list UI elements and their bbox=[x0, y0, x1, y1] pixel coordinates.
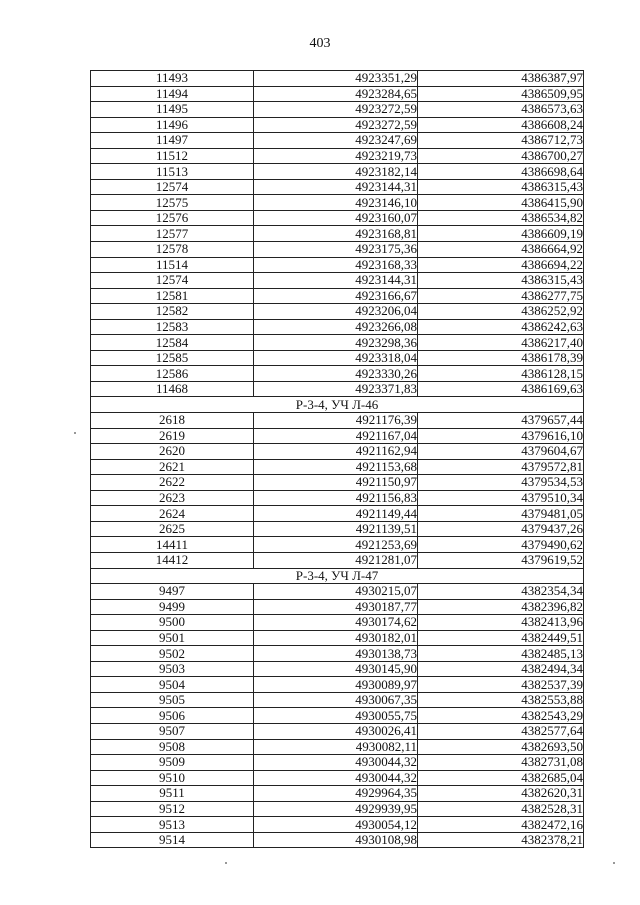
table-row bbox=[91, 817, 584, 833]
x-coordinate-cell: 4923266,08 bbox=[254, 319, 418, 335]
point-number-cell: 12582 bbox=[91, 304, 254, 320]
table-row bbox=[91, 288, 584, 304]
x-coordinate-cell: 4923272,59 bbox=[254, 117, 418, 133]
x-coordinate-cell: 4923284,65 bbox=[254, 86, 418, 102]
x-coordinate-cell: 4930174,62 bbox=[254, 615, 418, 631]
table-row bbox=[91, 755, 584, 771]
point-number-cell: 11493 bbox=[91, 71, 254, 87]
x-coordinate-cell: 4923146,10 bbox=[254, 195, 418, 211]
point-number-cell: 9503 bbox=[91, 661, 254, 677]
x-coordinate-cell: 4930054,12 bbox=[254, 817, 418, 833]
y-coordinate-cell: 4386534,82 bbox=[418, 210, 584, 226]
coordinates-table bbox=[90, 70, 584, 848]
y-coordinate-cell: 4379657,44 bbox=[418, 413, 584, 429]
x-coordinate-cell: 4930082,11 bbox=[254, 739, 418, 755]
table-row bbox=[91, 521, 584, 537]
table-row bbox=[91, 552, 584, 568]
y-coordinate-cell: 4386217,40 bbox=[418, 335, 584, 351]
scan-speck bbox=[74, 432, 76, 434]
y-coordinate-cell: 4382620,31 bbox=[418, 786, 584, 802]
y-coordinate-cell: 4379619,52 bbox=[418, 552, 584, 568]
y-coordinate-cell: 4382485,13 bbox=[418, 646, 584, 662]
x-coordinate-cell: 4923182,14 bbox=[254, 164, 418, 180]
point-number-cell: 2624 bbox=[91, 506, 254, 522]
table-row bbox=[91, 599, 584, 615]
point-number-cell: 11468 bbox=[91, 381, 254, 397]
point-number-cell: 2620 bbox=[91, 444, 254, 460]
y-coordinate-cell: 4382537,39 bbox=[418, 677, 584, 693]
point-number-cell: 11513 bbox=[91, 164, 254, 180]
point-number-cell: 12576 bbox=[91, 210, 254, 226]
point-number-cell: 11494 bbox=[91, 86, 254, 102]
x-coordinate-cell: 4923160,07 bbox=[254, 210, 418, 226]
table-row bbox=[91, 148, 584, 164]
x-coordinate-cell: 4923168,33 bbox=[254, 257, 418, 273]
x-coordinate-cell: 4930044,32 bbox=[254, 770, 418, 786]
point-number-cell: 12574 bbox=[91, 273, 254, 289]
y-coordinate-cell: 4379534,53 bbox=[418, 475, 584, 491]
y-coordinate-cell: 4379490,62 bbox=[418, 537, 584, 553]
x-coordinate-cell: 4923219,73 bbox=[254, 148, 418, 164]
x-coordinate-cell: 4929964,35 bbox=[254, 786, 418, 802]
section-heading: Р-3-4, УЧ Л-47 bbox=[91, 568, 584, 584]
y-coordinate-cell: 4386609,19 bbox=[418, 226, 584, 242]
point-number-cell: 9513 bbox=[91, 817, 254, 833]
x-coordinate-cell: 4923166,67 bbox=[254, 288, 418, 304]
y-coordinate-cell: 4382528,31 bbox=[418, 801, 584, 817]
x-coordinate-cell: 4930067,35 bbox=[254, 692, 418, 708]
table-row bbox=[91, 646, 584, 662]
point-number-cell: 9512 bbox=[91, 801, 254, 817]
y-coordinate-cell: 4386509,95 bbox=[418, 86, 584, 102]
point-number-cell: 11514 bbox=[91, 257, 254, 273]
x-coordinate-cell: 4921281,07 bbox=[254, 552, 418, 568]
table-row bbox=[91, 801, 584, 817]
table-row bbox=[91, 86, 584, 102]
x-coordinate-cell: 4923175,36 bbox=[254, 242, 418, 258]
y-coordinate-cell: 4386694,22 bbox=[418, 257, 584, 273]
y-coordinate-cell: 4382553,88 bbox=[418, 692, 584, 708]
point-number-cell: 9500 bbox=[91, 615, 254, 631]
x-coordinate-cell: 4930089,97 bbox=[254, 677, 418, 693]
y-coordinate-cell: 4382472,16 bbox=[418, 817, 584, 833]
x-coordinate-cell: 4930182,01 bbox=[254, 630, 418, 646]
point-number-cell: 12574 bbox=[91, 179, 254, 195]
x-coordinate-cell: 4921156,83 bbox=[254, 490, 418, 506]
point-number-cell: 2622 bbox=[91, 475, 254, 491]
x-coordinate-cell: 4921153,68 bbox=[254, 459, 418, 475]
y-coordinate-cell: 4382577,64 bbox=[418, 723, 584, 739]
table-row bbox=[91, 381, 584, 397]
table-row bbox=[91, 273, 584, 289]
x-coordinate-cell: 4921162,94 bbox=[254, 444, 418, 460]
y-coordinate-cell: 4386277,75 bbox=[418, 288, 584, 304]
point-number-cell: 9507 bbox=[91, 723, 254, 739]
table-row bbox=[91, 739, 584, 755]
table-row bbox=[91, 444, 584, 460]
section-heading-row bbox=[91, 397, 584, 413]
x-coordinate-cell: 4923351,29 bbox=[254, 71, 418, 87]
x-coordinate-cell: 4923318,04 bbox=[254, 350, 418, 366]
table-row bbox=[91, 506, 584, 522]
y-coordinate-cell: 4379510,34 bbox=[418, 490, 584, 506]
point-number-cell: 2618 bbox=[91, 413, 254, 429]
y-coordinate-cell: 4386415,90 bbox=[418, 195, 584, 211]
x-coordinate-cell: 4930138,73 bbox=[254, 646, 418, 662]
y-coordinate-cell: 4386128,15 bbox=[418, 366, 584, 382]
x-coordinate-cell: 4929939,95 bbox=[254, 801, 418, 817]
x-coordinate-cell: 4923298,36 bbox=[254, 335, 418, 351]
y-coordinate-cell: 4382494,34 bbox=[418, 661, 584, 677]
y-coordinate-cell: 4386387,97 bbox=[418, 71, 584, 87]
y-coordinate-cell: 4382396,82 bbox=[418, 599, 584, 615]
point-number-cell: 14412 bbox=[91, 552, 254, 568]
table-row bbox=[91, 459, 584, 475]
table-row bbox=[91, 615, 584, 631]
x-coordinate-cell: 4930187,77 bbox=[254, 599, 418, 615]
point-number-cell: 9508 bbox=[91, 739, 254, 755]
table-row bbox=[91, 661, 584, 677]
x-coordinate-cell: 4930055,75 bbox=[254, 708, 418, 724]
y-coordinate-cell: 4382449,51 bbox=[418, 630, 584, 646]
point-number-cell: 12584 bbox=[91, 335, 254, 351]
point-number-cell: 12585 bbox=[91, 350, 254, 366]
point-number-cell: 11512 bbox=[91, 148, 254, 164]
x-coordinate-cell: 4923247,69 bbox=[254, 133, 418, 149]
y-coordinate-cell: 4379572,81 bbox=[418, 459, 584, 475]
x-coordinate-cell: 4930026,41 bbox=[254, 723, 418, 739]
y-coordinate-cell: 4386242,63 bbox=[418, 319, 584, 335]
point-number-cell: 12575 bbox=[91, 195, 254, 211]
y-coordinate-cell: 4382413,96 bbox=[418, 615, 584, 631]
point-number-cell: 9509 bbox=[91, 755, 254, 771]
y-coordinate-cell: 4382378,21 bbox=[418, 832, 584, 848]
y-coordinate-cell: 4382685,04 bbox=[418, 770, 584, 786]
y-coordinate-cell: 4386698,64 bbox=[418, 164, 584, 180]
y-coordinate-cell: 4379604,67 bbox=[418, 444, 584, 460]
point-number-cell: 9499 bbox=[91, 599, 254, 615]
point-number-cell: 14411 bbox=[91, 537, 254, 553]
table-row bbox=[91, 179, 584, 195]
x-coordinate-cell: 4921139,51 bbox=[254, 521, 418, 537]
point-number-cell: 2623 bbox=[91, 490, 254, 506]
y-coordinate-cell: 4382731,08 bbox=[418, 755, 584, 771]
y-coordinate-cell: 4386664,92 bbox=[418, 242, 584, 258]
table-row bbox=[91, 692, 584, 708]
point-number-cell: 9511 bbox=[91, 786, 254, 802]
table-row bbox=[91, 350, 584, 366]
table-row bbox=[91, 133, 584, 149]
x-coordinate-cell: 4923168,81 bbox=[254, 226, 418, 242]
y-coordinate-cell: 4386608,24 bbox=[418, 117, 584, 133]
point-number-cell: 12577 bbox=[91, 226, 254, 242]
table-row bbox=[91, 71, 584, 87]
y-coordinate-cell: 4382543,29 bbox=[418, 708, 584, 724]
table-row bbox=[91, 242, 584, 258]
y-coordinate-cell: 4386315,43 bbox=[418, 273, 584, 289]
point-number-cell: 2619 bbox=[91, 428, 254, 444]
y-coordinate-cell: 4382354,34 bbox=[418, 584, 584, 600]
point-number-cell: 12583 bbox=[91, 319, 254, 335]
table-row bbox=[91, 366, 584, 382]
table-row bbox=[91, 257, 584, 273]
x-coordinate-cell: 4921149,44 bbox=[254, 506, 418, 522]
x-coordinate-cell: 4923371,83 bbox=[254, 381, 418, 397]
x-coordinate-cell: 4923206,04 bbox=[254, 304, 418, 320]
table-row bbox=[91, 708, 584, 724]
x-coordinate-cell: 4930215,07 bbox=[254, 584, 418, 600]
point-number-cell: 11497 bbox=[91, 133, 254, 149]
scan-speck bbox=[613, 862, 615, 864]
table-row bbox=[91, 832, 584, 848]
x-coordinate-cell: 4923144,31 bbox=[254, 179, 418, 195]
x-coordinate-cell: 4923272,59 bbox=[254, 102, 418, 118]
y-coordinate-cell: 4386178,39 bbox=[418, 350, 584, 366]
point-number-cell: 11495 bbox=[91, 102, 254, 118]
y-coordinate-cell: 4379481,05 bbox=[418, 506, 584, 522]
point-number-cell: 2621 bbox=[91, 459, 254, 475]
point-number-cell: 12581 bbox=[91, 288, 254, 304]
x-coordinate-cell: 4921150,97 bbox=[254, 475, 418, 491]
table-row bbox=[91, 677, 584, 693]
x-coordinate-cell: 4923144,31 bbox=[254, 273, 418, 289]
table-row bbox=[91, 319, 584, 335]
scan-speck bbox=[225, 862, 227, 864]
y-coordinate-cell: 4386700,27 bbox=[418, 148, 584, 164]
table-row bbox=[91, 786, 584, 802]
table-row bbox=[91, 210, 584, 226]
x-coordinate-cell: 4930108,98 bbox=[254, 832, 418, 848]
table-row bbox=[91, 226, 584, 242]
point-number-cell: 2625 bbox=[91, 521, 254, 537]
table-row bbox=[91, 195, 584, 211]
table-row bbox=[91, 630, 584, 646]
point-number-cell: 9497 bbox=[91, 584, 254, 600]
table-row bbox=[91, 723, 584, 739]
point-number-cell: 9502 bbox=[91, 646, 254, 662]
table-row bbox=[91, 335, 584, 351]
point-number-cell: 9514 bbox=[91, 832, 254, 848]
table-row bbox=[91, 117, 584, 133]
point-number-cell: 11496 bbox=[91, 117, 254, 133]
y-coordinate-cell: 4386573,63 bbox=[418, 102, 584, 118]
point-number-cell: 12586 bbox=[91, 366, 254, 382]
y-coordinate-cell: 4379616,10 bbox=[418, 428, 584, 444]
y-coordinate-cell: 4386169,63 bbox=[418, 381, 584, 397]
section-heading: Р-3-4, УЧ Л-46 bbox=[91, 397, 584, 413]
x-coordinate-cell: 4921176,39 bbox=[254, 413, 418, 429]
table-row bbox=[91, 490, 584, 506]
x-coordinate-cell: 4921253,69 bbox=[254, 537, 418, 553]
point-number-cell: 9506 bbox=[91, 708, 254, 724]
table-row bbox=[91, 537, 584, 553]
section-heading-row bbox=[91, 568, 584, 584]
x-coordinate-cell: 4930145,90 bbox=[254, 661, 418, 677]
point-number-cell: 9510 bbox=[91, 770, 254, 786]
point-number-cell: 9505 bbox=[91, 692, 254, 708]
y-coordinate-cell: 4386252,92 bbox=[418, 304, 584, 320]
coordinates-table-body bbox=[91, 71, 584, 848]
x-coordinate-cell: 4930044,32 bbox=[254, 755, 418, 771]
table-row bbox=[91, 102, 584, 118]
point-number-cell: 9504 bbox=[91, 677, 254, 693]
table-row bbox=[91, 413, 584, 429]
table-row bbox=[91, 584, 584, 600]
y-coordinate-cell: 4382693,50 bbox=[418, 739, 584, 755]
x-coordinate-cell: 4921167,04 bbox=[254, 428, 418, 444]
table-row bbox=[91, 164, 584, 180]
point-number-cell: 9501 bbox=[91, 630, 254, 646]
table-row bbox=[91, 770, 584, 786]
y-coordinate-cell: 4386315,43 bbox=[418, 179, 584, 195]
y-coordinate-cell: 4379437,26 bbox=[418, 521, 584, 537]
y-coordinate-cell: 4386712,73 bbox=[418, 133, 584, 149]
x-coordinate-cell: 4923330,26 bbox=[254, 366, 418, 382]
table-row bbox=[91, 428, 584, 444]
point-number-cell: 12578 bbox=[91, 242, 254, 258]
page-number: 403 bbox=[309, 36, 331, 51]
table-row bbox=[91, 475, 584, 491]
table-row bbox=[91, 304, 584, 320]
